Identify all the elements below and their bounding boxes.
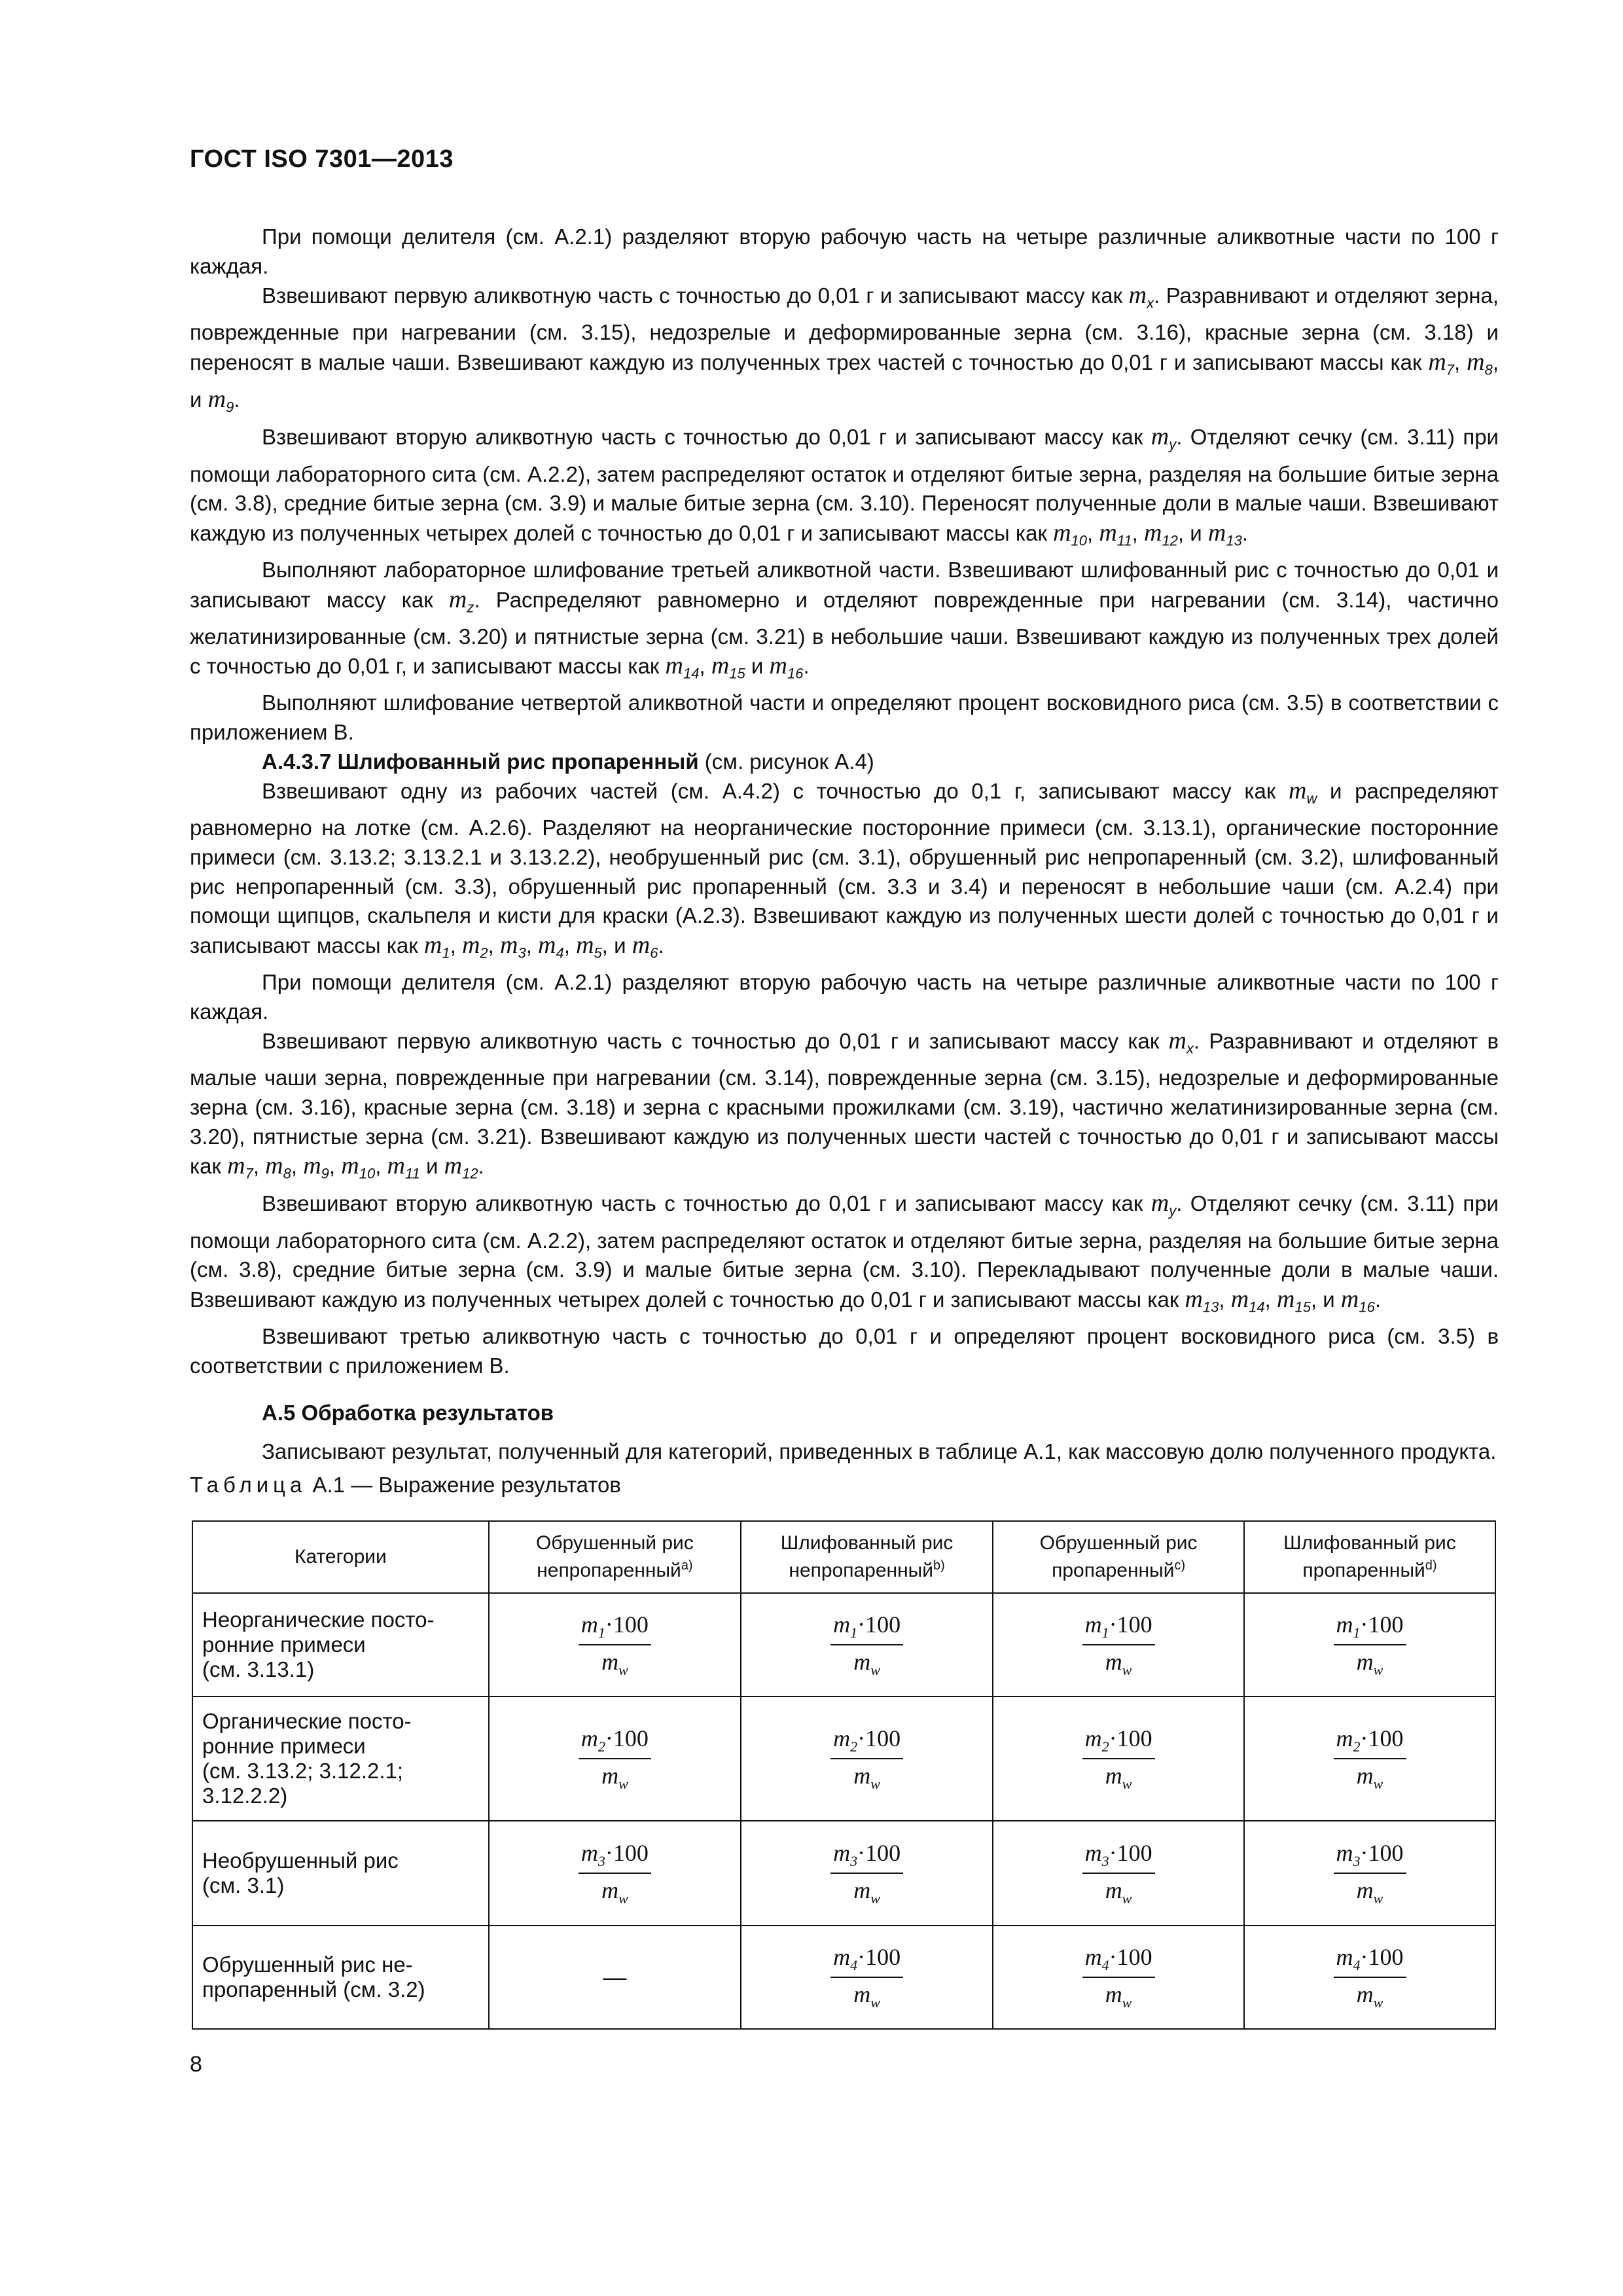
empty-cell: —	[489, 1926, 741, 2029]
formula-cell	[489, 1696, 741, 1821]
fraction: $\frac{m_2\cdot 100}{m_w}$	[830, 1725, 903, 1793]
fraction: $\frac{m_3\cdot 100}{m_w}$	[579, 1839, 651, 1907]
fraction: $\frac{m_3\cdot 100}{m_w}$	[830, 1839, 903, 1907]
fraction: $\frac{m_1\cdot 100}{m_w}$	[1334, 1611, 1406, 1679]
paragraph: При помощи делителя (см. А.2.1) разделяют вторую рабочую часть на четыре различные аликвотные части по 100 г каждая.	[190, 970, 1499, 1024]
paragraph: Записывают результат, полученный для категорий, приведенных в таблице А.1, как массовую долю полученного продукта.	[262, 1439, 1497, 1463]
table-caption: Таблица А.1 — Выражение результатов	[190, 1473, 621, 1497]
fraction: $\frac{m_1\cdot 100}{m_w}$	[830, 1611, 903, 1679]
paragraph: Взвешивают третью аликвотную часть с точностью до 0,01 г и определяют процент восковидного риса (см. 3.5) в соответствии с приложением В.	[190, 1323, 1499, 1378]
fraction: $\frac{m_3\cdot 100}{m_w}$	[1334, 1839, 1406, 1907]
fraction: $\frac{m_2\cdot 100}{m_w}$	[579, 1725, 651, 1793]
paragraph: Взвешивают первую аликвотную часть с точностью до 0,01 г и записывают массу как $m_x$. Разравнивают и отделяют зерна, поврежденные при нагревании (см. 3.15), недозрелые и деформированные зерна (см. 3.16), красные зерна (см. 3.18) и переносят в малые чаши. Взвешивают каждую из полученных трех частей с точностью до 0,01 г и записывают массы как $m_7$, $m_8$, и $m_9$.	[190, 281, 1499, 416]
column-header: Обрушенный рис непропаренный$^{a)}$	[489, 1521, 741, 1593]
formula-cell	[1244, 1593, 1495, 1696]
formula-cell	[489, 1821, 741, 1926]
table-row	[192, 1593, 1495, 1696]
paragraph: Выполняют шлифование четвертой аликвотной части и определяют процент восковидного риса (см. 3.5) в соответствии с приложением В.	[190, 691, 1499, 745]
formula-cell	[1244, 1696, 1495, 1821]
fraction: $\frac{m_4\cdot 100}{m_w}$	[1334, 1943, 1406, 2011]
formula-cell	[1244, 1821, 1495, 1926]
fraction: $\frac{m_3\cdot 100}{m_w}$	[1082, 1839, 1155, 1907]
paragraph: Взвешивают первую аликвотную часть с точностью до 0,01 г и записывают массу как $m_x$. Разравнивают и отделяют в малые чаши зерна, поврежденные при нагревании (см. 3.14), поврежденные зерна (см. 3.15), недозрелые и деформированные зерна (см. 3.16), красные зерна (см. 3.18) и зерна с красными прожилками (см. 3.19), частично желатинизированные зерна (см. 3.20), пятнистые зерна (см. 3.21). Взвешивают каждую из полученных шести частей с точностью до 0,01 г и записывают массы как $m_7$, $m_8$, $m_9$, $m_{10}$, $m_{11}$ и $m_{12}$.	[190, 1027, 1499, 1182]
document-header: ГОСТ ISO 7301—2013	[190, 145, 454, 173]
table-row	[192, 1696, 1495, 1821]
document-body	[190, 223, 1499, 1466]
section-heading: А.5 Обработка результатов	[262, 1401, 554, 1426]
paragraph: При помощи делителя (см. А.2.1) разделяют вторую рабочую часть на четыре различные аликвотные части по 100 г каждая.	[190, 224, 1499, 278]
results-table	[192, 1520, 1496, 2030]
formula-cell	[993, 1696, 1244, 1821]
paragraph: Взвешивают одну из рабочих частей (см. А.4.2) с точностью до 0,1 г, записывают массу как $m_w$ и распределяют равномерно на лотке (см. А.2.6). Разделяют на неорганические посторонние примеси (см. 3.13.1), органические посторонние примеси (см. 3.13.2; 3.13.2.1 и 3.13.2.2), необрушенный рис (см. 3.1), обрушенный рис непропаренный (см. 3.2), шлифованный рис непропаренный (см. 3.3), обрушенный рис пропаренный (см. 3.3 и 3.4) и переносят в небольшие чаши (см. А.2.4) при помощи щипцов, скальпеля и кисти для краски (А.2.3). Взвешивают каждую из полученных шести долей с точностью до 0,01 г и записывают массы как $m_1$, $m_2$, $m_3$, $m_4$, $m_5$, и $m_6$.	[190, 777, 1499, 961]
subsection-heading: А.4.3.7 Шлифованный рис пропаренный (см. рисунок А.4)	[262, 749, 874, 774]
paragraph: Взвешивают вторую аликвотную часть с точностью до 0,01 г и записывают массу как $m_y$. Отделяют сечку (см. 3.11) при помощи лабораторного сита (см. А.2.2), затем распределяют остаток и отделяют битые зерна, разделяя на большие битые зерна (см. 3.8), средние битые зерна (см. 3.9) и малые битые зерна (см. 3.10). Переносят полученные доли в малые чаши. Взвешивают каждую из полученных четырех долей с точностью до 0,01 г и записывают массы как $m_{10}$, $m_{11}$, $m_{12}$, и $m_{13}$.	[190, 423, 1499, 549]
fraction: $\frac{m_4\cdot 100}{m_w}$	[1082, 1943, 1155, 2011]
formula-cell	[993, 1926, 1244, 2029]
formula-cell	[489, 1593, 741, 1696]
formula-cell	[741, 1593, 993, 1696]
table-row	[192, 1926, 1495, 2029]
formula-cell	[741, 1696, 993, 1821]
formula-cell	[741, 1821, 993, 1926]
fraction: $\frac{m_4\cdot 100}{m_w}$	[830, 1943, 903, 2011]
fraction: $\frac{m_2\cdot 100}{m_w}$	[1082, 1725, 1155, 1793]
page-number: 8	[190, 2052, 202, 2077]
column-header: Шлифованный рис непропаренный$^{b)}$	[741, 1521, 993, 1593]
column-header: Обрушенный рис пропаренный$^{c)}$	[993, 1521, 1244, 1593]
fraction: $\frac{m_1\cdot 100}{m_w}$	[1082, 1611, 1155, 1679]
table-row	[192, 1821, 1495, 1926]
paragraph: Выполняют лабораторное шлифование третьей аликвотной части. Взвешивают шлифованный рис с точностью до 0,01 и записывают массу как $m_z$. Распределяют равномерно и отделяют поврежденные при нагревании (см. 3.14), частично желатинизированные (см. 3.20) и пятнистые зерна (см. 3.21) в небольшие чаши. Взвешивают каждую из полученных трех долей с точностью до 0,01 г, и записывают массы как $m_{14}$, $m_{15}$ и $m_{16}$.	[190, 557, 1499, 682]
category-cell: Неорганические посто- ронние примеси (см. 3.13.1)	[192, 1593, 489, 1696]
category-cell: Органические посто- ронние примеси (см. 3.13.2; 3.12.2.1; 3.12.2.2)	[192, 1696, 489, 1821]
column-header: Шлифованный рис пропаренный$^{d)}$	[1244, 1521, 1495, 1593]
table-header-row	[192, 1521, 1495, 1593]
column-header: Категории	[192, 1521, 489, 1593]
formula-cell	[1244, 1926, 1495, 2029]
table-body	[192, 1593, 1495, 2029]
formula-cell	[993, 1593, 1244, 1696]
paragraph: Взвешивают вторую аликвотную часть с точностью до 0,01 г и записывают массу как $m_y$. Отделяют сечку (см. 3.11) при помощи лабораторного сита (см. А.2.2), затем распределяют остаток и отделяют битые зерна, разделяя на большие битые зерна (см. 3.8), средние битые зерна (см. 3.9) и малые битые зерна (см. 3.10). Перекладывают полученные доли в малые чаши. Взвешивают каждую из полученных четырех долей с точностью до 0,01 г и записывают массы как $m_{13}$, $m_{14}$, $m_{15}$, и $m_{16}$.	[190, 1189, 1499, 1316]
category-cell: Необрушенный рис (см. 3.1)	[192, 1821, 489, 1926]
formula-cell	[741, 1926, 993, 2029]
fraction: $\frac{m_2\cdot 100}{m_w}$	[1334, 1725, 1406, 1793]
category-cell: Обрушенный рис не- пропаренный (см. 3.2)	[192, 1926, 489, 2029]
fraction: $\frac{m_1\cdot 100}{m_w}$	[579, 1611, 651, 1679]
formula-cell	[993, 1821, 1244, 1926]
